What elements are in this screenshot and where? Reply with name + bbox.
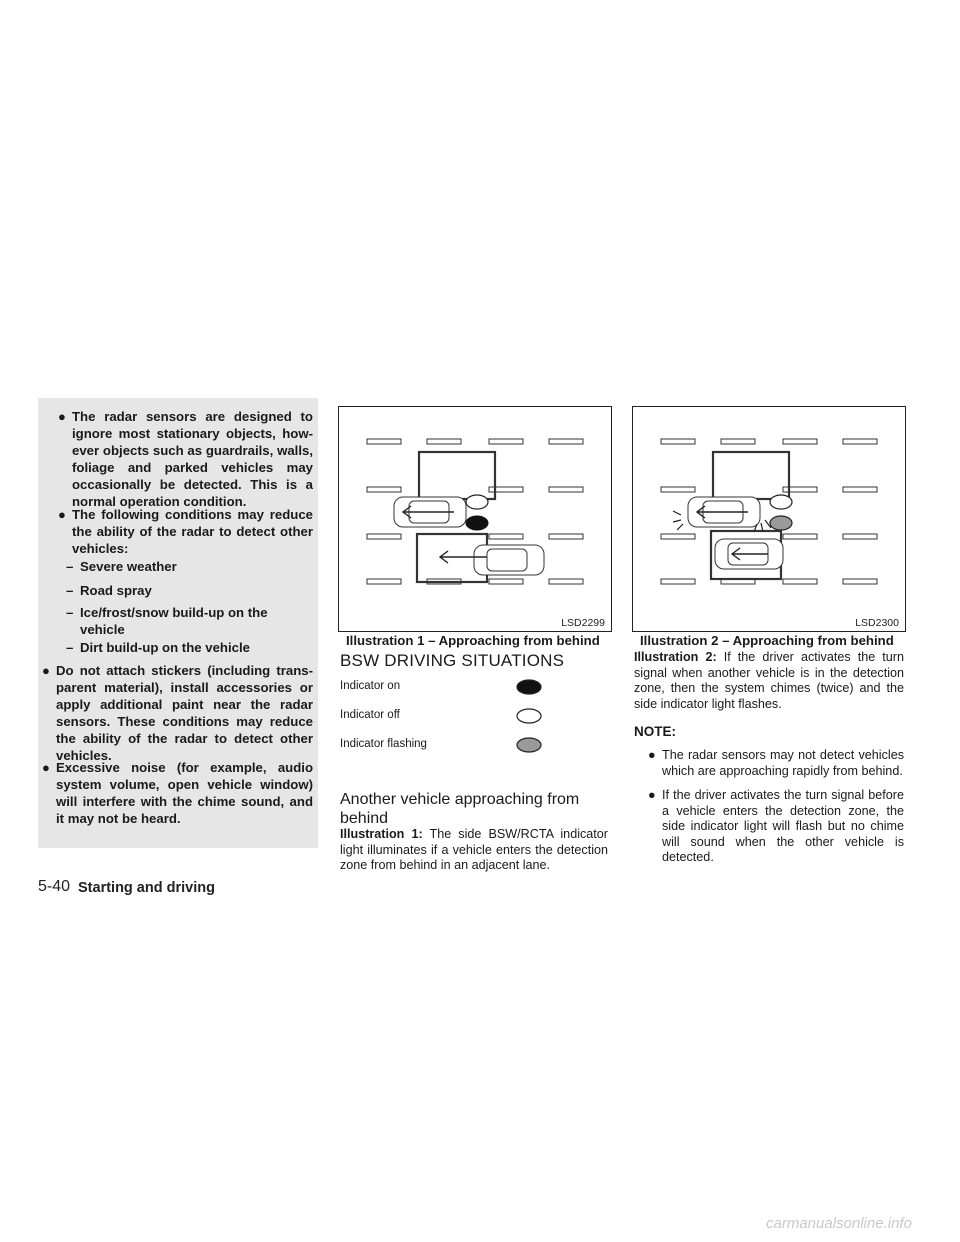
illustration-2-label: Illustration 2:	[634, 650, 717, 664]
bullet-icon: ●	[42, 760, 50, 775]
figure-illustration-2	[632, 406, 906, 632]
section-heading: BSW DRIVING SITUATIONS	[340, 651, 565, 670]
illustration-1-label: Illustration 1:	[340, 827, 423, 841]
bullet-icon: ●	[42, 663, 50, 678]
page-number: 5-40	[38, 878, 71, 895]
indicator-flashing-label: Indicator flashing	[340, 738, 427, 750]
figure-caption-2: Illustration 2 – Approaching from behind	[640, 633, 894, 648]
bullet-icon: ●	[58, 507, 66, 522]
indicator-off-label: Indicator off	[340, 709, 400, 721]
bullet-icon: ●	[648, 788, 656, 802]
illustration-1-description: Illustration 1: The side BSW/RCTA indicator light illuminates if a vehicle enters the detection zone from behind in an adjacent lane.	[340, 827, 608, 873]
indicator-legend-icons	[512, 676, 546, 756]
note-heading: NOTE:	[634, 724, 676, 739]
watermark: carmanualsonline.info	[766, 1215, 912, 1232]
figure-code: LSD2300	[855, 617, 899, 629]
illustration-2-diagram	[633, 407, 905, 631]
subsection-heading: Another vehicle approaching from behind	[340, 791, 580, 827]
figure-caption-1: Illustration 1 – Approaching from behind	[346, 633, 600, 648]
figure-code: LSD2299	[561, 617, 605, 629]
bullet-icon: ●	[648, 748, 656, 762]
section-title: Starting and driving	[78, 880, 215, 896]
illustration-1-diagram	[339, 407, 611, 631]
illustration-2-description: Illustration 2: If the driver activates the turn signal when another vehicle is in the detection zone, then the system chimes (twice) and the side indicator light flashes.	[634, 650, 904, 711]
indicator-off-icon	[517, 709, 541, 723]
warning-panel: ● The radar sensors are designed to ignore most stationary objects, how- ever objects such as guardrails, walls, foliage and parked vehicles may occasionally be detected. This is a normal operation condition. ● The following conditions may reduce the ability of the radar to detect other vehicles: – Severe weather – Road spray – Ice/frost/snow build-up on the vehicle – Dirt build-up on the vehicle ● Do not attach stickers (including trans- parent material), install accessories or apply additional paint near the radar sensors. These conditions may reduce the ability of the radar to detect other vehicles. ● Excessive noise (for example, audio system volume, open vehicle window) will interfere with the chime sound, and it may not be heard.	[38, 398, 318, 848]
bullet-icon: ●	[58, 409, 66, 424]
indicator-flashing-icon	[517, 738, 541, 752]
indicator-on-label: Indicator on	[340, 680, 401, 692]
indicator-on-icon	[517, 680, 541, 694]
figure-illustration-1	[338, 406, 612, 632]
